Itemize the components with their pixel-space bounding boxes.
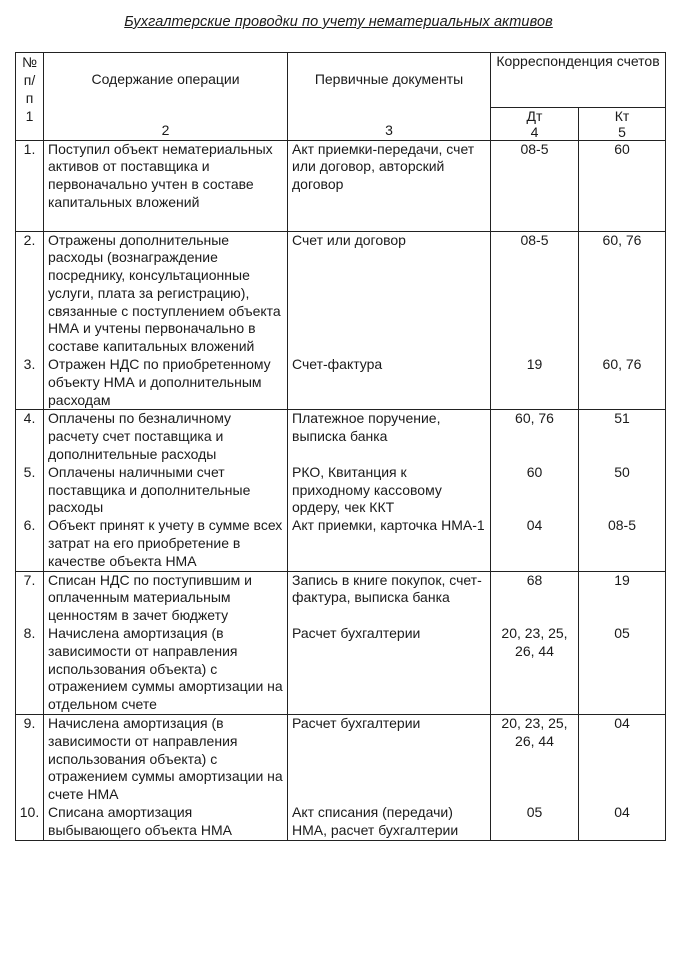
row-number: 5.: [16, 464, 44, 517]
row-operation: Оплачены по безналичному расчету счет поставщика и дополнительные расходы: [44, 410, 288, 464]
row-debit: 19: [491, 356, 579, 410]
header-debit: Дт 4: [491, 107, 579, 140]
header-index-documents: 3: [288, 107, 491, 140]
row-operation: Отражены дополнительные расходы (вознаграждение посреднику, консультационные услуги, плата за регистрацию), связанные с поступлением объекта НМА и учтены первоначально в составе капитальных вложений: [44, 231, 288, 356]
row-number: 9.: [16, 715, 44, 804]
document-title: Бухгалтерские проводки по учету нематериальных активов: [124, 14, 553, 30]
row-credit: 08-5: [579, 517, 666, 571]
table-row: [16, 625, 666, 714]
row-credit: 04: [579, 804, 666, 840]
table-row: [16, 715, 666, 804]
row-documents: Счет или договор: [288, 231, 491, 356]
row-number: 10.: [16, 804, 44, 840]
row-debit: 60: [491, 464, 579, 517]
row-documents: Платежное поручение, выписка банка: [288, 410, 491, 464]
table-row: [16, 804, 666, 840]
row-credit: 60: [579, 140, 666, 231]
table-row: [16, 231, 666, 356]
row-credit: 19: [579, 571, 666, 625]
row-debit: 05: [491, 804, 579, 840]
header-index-operation: 2: [44, 107, 288, 140]
row-operation: Списан НДС по поступившим и оплаченным материальным ценностям в зачет бюджету: [44, 571, 288, 625]
row-documents: Счет-фактура: [288, 356, 491, 410]
row-operation: Отражен НДС по приобретенному объекту НМА и дополнительным расходам: [44, 356, 288, 410]
row-documents: Акт приемки-передачи, счет или договор, авторский договор: [288, 140, 491, 231]
entries-table: [15, 52, 666, 841]
row-number: 1.: [16, 140, 44, 231]
row-debit: 20, 23, 25, 26, 44: [491, 625, 579, 714]
header-credit: Кт 5: [579, 107, 666, 140]
row-credit: 50: [579, 464, 666, 517]
row-credit: 51: [579, 410, 666, 464]
table-row: [16, 356, 666, 410]
header-correspondence: Корреспонденция счетов: [491, 53, 666, 108]
row-number: 8.: [16, 625, 44, 714]
row-debit: 08-5: [491, 231, 579, 356]
row-debit: 08-5: [491, 140, 579, 231]
row-documents: Акт приемки, карточка НМА-1: [288, 517, 491, 571]
row-documents: Расчет бухгалтерии: [288, 715, 491, 804]
header-num: № п/ п 1: [16, 53, 44, 141]
row-documents: Запись в книге покупок, счет-фактура, выписка банка: [288, 571, 491, 625]
row-documents: Акт списания (передачи) НМА, расчет бухгалтерии: [288, 804, 491, 840]
row-number: 7.: [16, 571, 44, 625]
table-row: [16, 517, 666, 571]
row-operation: Начислена амортизация (в зависимости от направления использования объекта) с отражением суммы амортизации на счете НМА: [44, 715, 288, 804]
row-debit: 60, 76: [491, 410, 579, 464]
row-credit: 60, 76: [579, 356, 666, 410]
row-debit: 20, 23, 25, 26, 44: [491, 715, 579, 804]
header-index-row: [16, 107, 666, 140]
table-row: [16, 464, 666, 517]
row-credit: 60, 76: [579, 231, 666, 356]
table-row: [16, 410, 666, 464]
row-credit: 05: [579, 625, 666, 714]
header-operation: Содержание операции: [44, 53, 288, 108]
row-credit: 04: [579, 715, 666, 804]
row-operation: Поступил объект нематериальных активов от поставщика и первоначально учтен в составе капитальных вложений: [44, 140, 288, 231]
row-number: 4.: [16, 410, 44, 464]
row-number: 6.: [16, 517, 44, 571]
row-operation: Оплачены наличными счет поставщика и дополнительные расходы: [44, 464, 288, 517]
row-operation: Начислена амортизация (в зависимости от направления использования объекта) с отражением суммы амортизации на отдельном счете: [44, 625, 288, 714]
row-documents: РКО, Квитанция к приходному кассовому ордеру, чек ККТ: [288, 464, 491, 517]
row-operation: Объект принят к учету в сумме всех затрат на его приобретение в качестве объекта НМА: [44, 517, 288, 571]
row-debit: 68: [491, 571, 579, 625]
table-row: [16, 571, 666, 625]
header-row: [16, 53, 666, 108]
row-debit: 04: [491, 517, 579, 571]
row-documents: Расчет бухгалтерии: [288, 625, 491, 714]
row-operation: Списана амортизация выбывающего объекта НМА: [44, 804, 288, 840]
row-number: 2.: [16, 231, 44, 356]
row-number: 3.: [16, 356, 44, 410]
table-row: [16, 140, 666, 231]
header-documents: Первичные документы: [288, 53, 491, 108]
